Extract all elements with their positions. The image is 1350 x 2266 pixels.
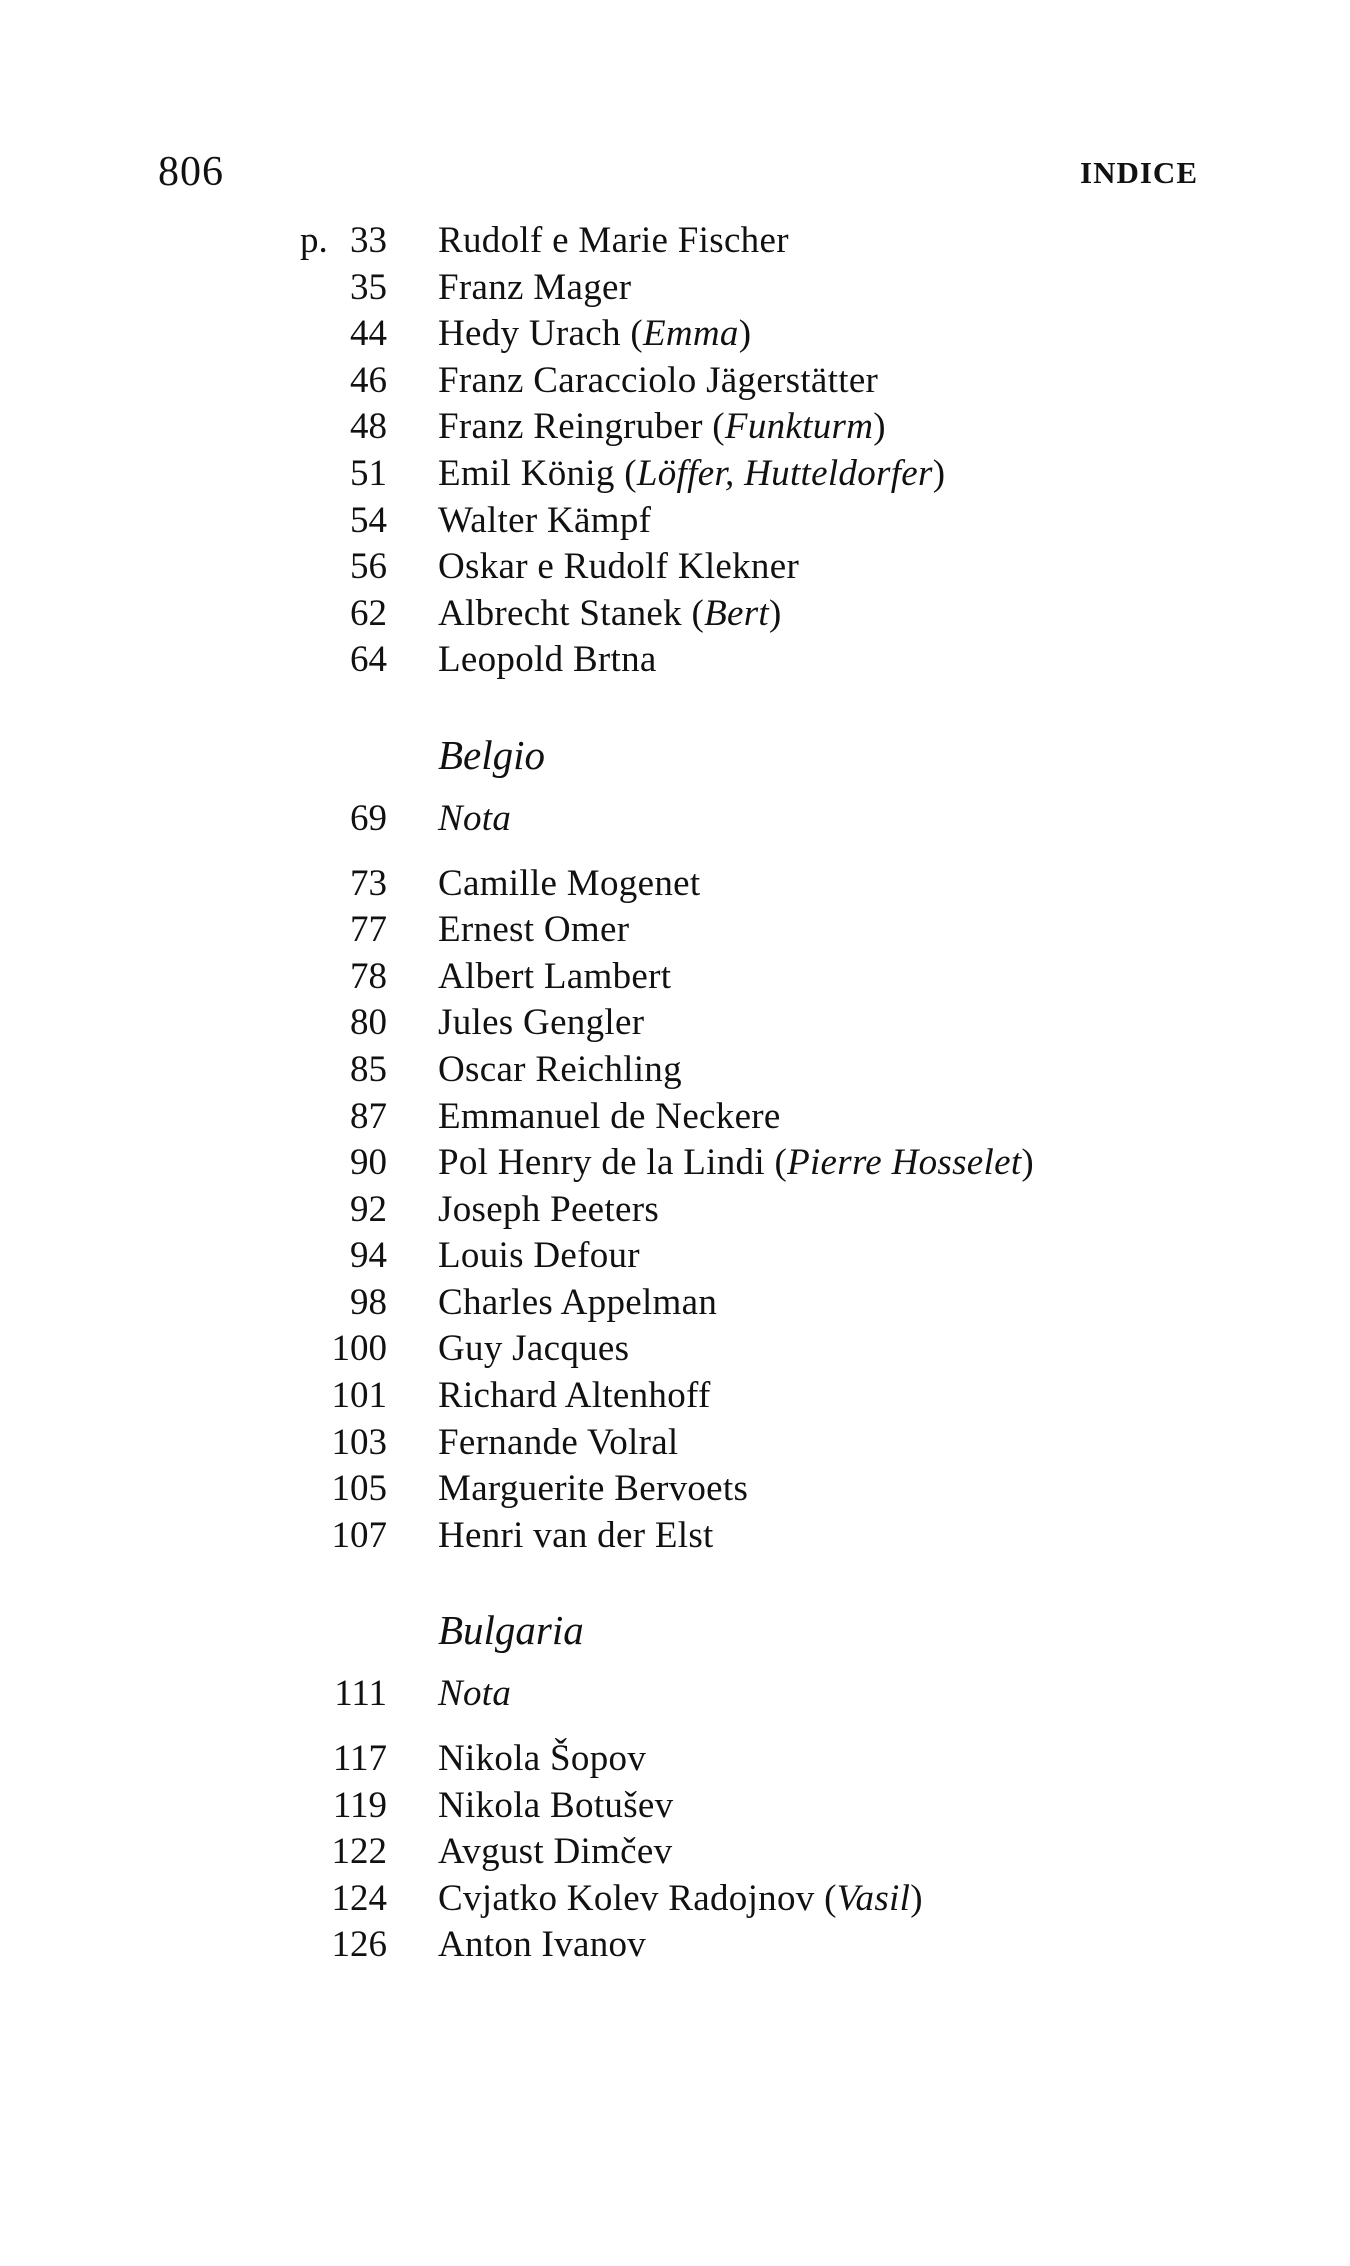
entry-name: Henri van der Elst [438, 1514, 714, 1556]
section-heading [0, 1601, 1350, 1659]
entry-page-number: 73 [350, 862, 387, 904]
entry-page-number: 33 [350, 220, 387, 261]
entry-name-line [438, 861, 700, 908]
entry-name: Marguerite Bervoets [438, 1468, 749, 1510]
entry-page-number: 77 [350, 909, 387, 951]
index-entry [0, 451, 1350, 498]
index-entry [0, 1829, 1350, 1876]
entry-name-line [438, 358, 878, 405]
index-entry [0, 907, 1350, 954]
alias-close-paren: ) [873, 406, 886, 448]
alias-open-paren: ( [620, 313, 643, 355]
index-entry [0, 861, 1350, 908]
entry-name-line [438, 1513, 714, 1560]
entry-name: Albert Lambert [438, 955, 672, 997]
entry-page-number: 46 [350, 359, 387, 401]
entry-page-number: 122 [331, 1831, 387, 1873]
entry-name-line [438, 1047, 682, 1094]
entry-name: Leopold Brtna [438, 639, 657, 681]
entry-page-number: 124 [331, 1877, 387, 1919]
entry-page-number: 85 [350, 1048, 387, 1090]
alias-close-paren: ) [1021, 1142, 1035, 1184]
entry-name-line [438, 591, 782, 638]
entry-alias: Bert [704, 592, 769, 634]
entry-page-number: 105 [331, 1468, 387, 1510]
index-entry [0, 358, 1350, 405]
index-entry [0, 1094, 1350, 1141]
entry-page-number: 126 [331, 1924, 387, 1966]
entry-page-number: 98 [350, 1281, 387, 1323]
index-entry [0, 544, 1350, 591]
entry-name: Nikola Botušev [438, 1784, 674, 1826]
index-entry [0, 404, 1350, 451]
alias-open-paren: ( [764, 1142, 788, 1184]
entry-page-number: 94 [350, 1235, 387, 1277]
page-prefix: p. [300, 220, 328, 261]
index-entry [0, 1233, 1350, 1280]
index-entry [0, 1876, 1350, 1923]
entry-name: Louis Defour [438, 1235, 640, 1277]
index-entry [0, 311, 1350, 358]
alias-open-paren: ( [681, 592, 705, 634]
entry-name-line [438, 637, 657, 684]
entry-name-line [438, 954, 671, 1001]
entry-page-number: 62 [350, 592, 387, 634]
alias-open-paren: ( [702, 406, 725, 448]
entry-name: Albrecht Stanek [438, 592, 682, 634]
entry-name-line [438, 1233, 640, 1280]
index-entry [0, 1187, 1350, 1234]
entry-alias: Pierre Hosselet [787, 1142, 1022, 1184]
entry-name-line [438, 498, 651, 545]
alias-close-paren: ) [910, 1877, 923, 1919]
note-page-number: 111 [334, 1673, 387, 1715]
entry-name: Anton Ivanov [438, 1924, 647, 1966]
section-title: Bulgaria [438, 1607, 584, 1654]
entry-page-number: 44 [350, 313, 387, 355]
index-entry [0, 1513, 1350, 1560]
entry-name-line [438, 1094, 781, 1141]
entry-name: Pol Henry de la Lindi [438, 1142, 765, 1184]
entry-name: Hedy Urach [438, 313, 621, 355]
entry-page-number: 78 [350, 955, 387, 997]
entry-name: Cvjatko Kolev Radojnov [438, 1877, 815, 1919]
entry-page-number: 101 [331, 1375, 387, 1417]
entry-name: Charles Appelman [438, 1281, 718, 1323]
page-number: 806 [158, 149, 224, 195]
entry-name: Emmanuel de Neckere [438, 1095, 781, 1137]
entry-name-line [438, 907, 629, 954]
entry-page-number: 103 [331, 1421, 387, 1463]
entry-page-number: 35 [350, 266, 387, 308]
section-note [0, 796, 1350, 843]
index-entry [0, 1736, 1350, 1783]
entry-name-line [438, 1922, 646, 1969]
entry-name: Richard Altenhoff [438, 1375, 711, 1417]
entry-name: Oskar e Rudolf Klekner [438, 546, 800, 588]
note-page-number: 69 [350, 797, 387, 839]
entry-page-number: 119 [332, 1784, 387, 1826]
entry-name-line [438, 1280, 717, 1327]
entry-name-line [438, 265, 631, 312]
entry-name: Avgust Dimčev [438, 1831, 673, 1873]
index-entry [0, 265, 1350, 312]
entry-name: Jules Gengler [438, 1002, 645, 1044]
entry-page-number: 80 [350, 1002, 387, 1044]
index-entry [0, 1000, 1350, 1047]
index-entry [0, 1420, 1350, 1467]
entry-name-line [438, 1187, 659, 1234]
entry-name-line [438, 1140, 1034, 1187]
entry-name-line [438, 544, 799, 591]
entry-page-number: 117 [332, 1738, 387, 1780]
entry-name: Rudolf e Marie Fischer [438, 220, 789, 261]
index-entry [0, 1466, 1350, 1513]
entry-name: Walter Kämpf [438, 499, 652, 541]
index-entry [0, 1047, 1350, 1094]
entry-alias: Emma [642, 313, 739, 355]
entry-name: Joseph Peeters [438, 1188, 660, 1230]
index-list [0, 218, 1350, 1969]
entry-name-line [438, 404, 886, 451]
entry-name: Franz Reingruber [438, 406, 703, 448]
entry-name: Emil König [438, 452, 615, 494]
entry-name-line [438, 1466, 748, 1513]
index-entry [0, 218, 1350, 265]
entry-page-number: 64 [350, 639, 387, 681]
entry-page-number: 92 [350, 1188, 387, 1230]
section-heading [0, 726, 1350, 784]
entry-name: Oscar Reichling [438, 1048, 682, 1090]
note-label: Nota [438, 1673, 512, 1715]
entry-page-number: 51 [350, 452, 387, 494]
entry-name: Fernande Volral [438, 1421, 679, 1463]
alias-open-paren: ( [814, 1877, 837, 1919]
entry-name-line [438, 1736, 646, 1783]
entry-alias: Löffer, Hutteldorfer [636, 452, 933, 494]
entry-name-line [438, 311, 751, 358]
entry-name-line [438, 1829, 672, 1876]
entry-name-line [438, 1326, 629, 1373]
entry-name: Nikola Šopov [438, 1738, 647, 1780]
entry-page-number: 54 [350, 499, 387, 541]
entry-name-line [438, 1373, 711, 1420]
entry-page-number: 87 [350, 1095, 387, 1137]
entry-name-line [438, 218, 789, 265]
entry-name: Franz Caracciolo Jägerstätter [438, 359, 879, 401]
entry-name-line [438, 1876, 923, 1923]
entry-page-number: 100 [331, 1328, 387, 1370]
entry-page-number: 90 [350, 1142, 387, 1184]
entry-name-line [438, 451, 945, 498]
entry-alias: Funkturm [724, 406, 874, 448]
entry-name-line [438, 1783, 673, 1830]
entry-name-line [438, 1000, 644, 1047]
running-head: INDICE [1080, 155, 1198, 190]
entry-name: Franz Mager [438, 266, 632, 308]
alias-close-paren: ) [768, 592, 782, 634]
index-entry [0, 498, 1350, 545]
note-label: Nota [438, 797, 512, 839]
entry-name: Camille Mogenet [438, 862, 701, 904]
index-entry [0, 637, 1350, 684]
alias-close-paren: ) [932, 452, 946, 494]
index-entry [0, 1280, 1350, 1327]
index-entry [0, 1373, 1350, 1420]
entry-page-number: 48 [350, 406, 387, 448]
section-title: Belgio [438, 731, 546, 778]
index-entry [0, 1140, 1350, 1187]
alias-open-paren: ( [614, 452, 637, 494]
entry-name: Guy Jacques [438, 1328, 630, 1370]
entry-alias: Vasil [836, 1877, 911, 1919]
alias-close-paren: ) [738, 313, 752, 355]
index-entry [0, 954, 1350, 1001]
entry-page-number: 56 [350, 546, 387, 588]
entry-page-number: 107 [331, 1514, 387, 1556]
section-note [0, 1671, 1350, 1718]
index-entry [0, 1326, 1350, 1373]
entry-name-line [438, 1420, 679, 1467]
entry-name: Ernest Omer [438, 909, 630, 951]
index-entry [0, 591, 1350, 638]
index-entry [0, 1922, 1350, 1969]
index-entry [0, 1783, 1350, 1830]
